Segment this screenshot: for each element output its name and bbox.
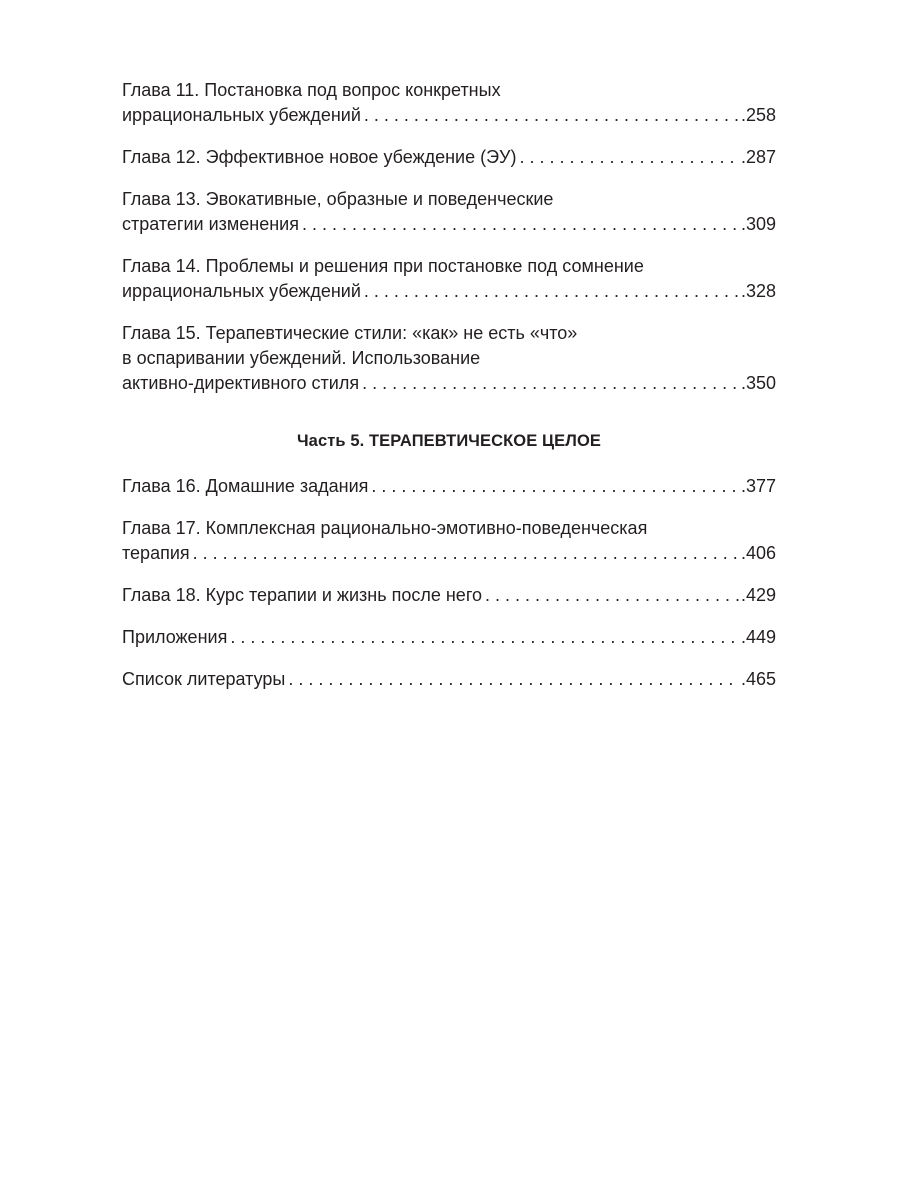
- toc-page: [122, 78, 776, 692]
- toc-entry-line: Приложения: [122, 627, 228, 647]
- toc-entry-line: иррациональных убеждений: [122, 281, 361, 301]
- part-heading: Часть 5. ТЕРАПЕВТИЧЕСКОЕ ЦЕЛОЕ: [296, 432, 601, 450]
- toc-entry-line: Глава 14. Проблемы и решения при постановке под сомнение: [122, 256, 644, 276]
- dot-leader: [364, 103, 739, 128]
- toc-entry-line: Список литературы: [122, 669, 286, 689]
- toc-entry-line: в оспаривании убеждений. Использование: [122, 348, 481, 368]
- toc-entry-chapter-14[interactable]: [122, 254, 776, 304]
- toc-entry-line: Глава 11. Постановка под вопрос конкретных: [122, 80, 501, 100]
- toc-entry-chapter-17[interactable]: [122, 516, 776, 566]
- toc-page-number: .449: [740, 627, 776, 647]
- dot-leader: [362, 371, 739, 396]
- toc-page-number: .258: [740, 105, 776, 125]
- toc-group-part4: [122, 78, 776, 396]
- toc-entry-bibliography[interactable]: [122, 667, 776, 692]
- toc-entry-chapter-18[interactable]: [122, 583, 776, 608]
- toc-page-number: .328: [740, 281, 776, 301]
- toc-entry-line: активно-директивного стиля: [122, 373, 360, 393]
- toc-entry-line: Глава 16. Домашние задания: [122, 476, 369, 496]
- toc-entry-line: Глава 13. Эвокативные, образные и поведенческие: [122, 189, 554, 209]
- toc-page-number: .406: [740, 543, 776, 563]
- toc-entry-line: иррациональных убеждений: [122, 105, 361, 125]
- toc-page-number: .287: [740, 147, 776, 167]
- toc-entry-line: Глава 12. Эффективное новое убеждение (ЭУ): [122, 147, 517, 167]
- toc-entry-chapter-13[interactable]: [122, 187, 776, 237]
- toc-entry-chapter-12[interactable]: [122, 145, 776, 170]
- toc-entry-line: терапия: [122, 543, 190, 563]
- toc-entry-chapter-16[interactable]: [122, 474, 776, 499]
- toc-entry-appendices[interactable]: [122, 625, 776, 650]
- dot-leader: [485, 583, 739, 608]
- toc-entry-line: Глава 17. Комплексная рационально-эмотивно-поведенческая: [122, 518, 648, 538]
- toc-page-number: .309: [740, 214, 776, 234]
- toc-entry-line: Глава 18. Курс терапии и жизнь после него: [122, 585, 482, 605]
- dot-leader: [302, 212, 739, 237]
- toc-entry-line: Глава 15. Терапевтические стили: «как» не есть «что»: [122, 323, 578, 343]
- dot-leader: [520, 145, 739, 170]
- toc-page-number: .377: [740, 476, 776, 496]
- toc-group-part5: [122, 474, 776, 692]
- toc-page-number: .350: [740, 373, 776, 393]
- toc-entry-chapter-15[interactable]: [122, 321, 776, 396]
- toc-page-number: .429: [740, 585, 776, 605]
- dot-leader: [193, 541, 739, 566]
- dot-leader: [230, 625, 739, 650]
- dot-leader: [288, 667, 739, 692]
- toc-page-number: .465: [740, 669, 776, 689]
- toc-entry-line: стратегии изменения: [122, 214, 299, 234]
- dot-leader: [364, 279, 739, 304]
- dot-leader: [371, 474, 739, 499]
- toc-entry-chapter-11[interactable]: [122, 78, 776, 128]
